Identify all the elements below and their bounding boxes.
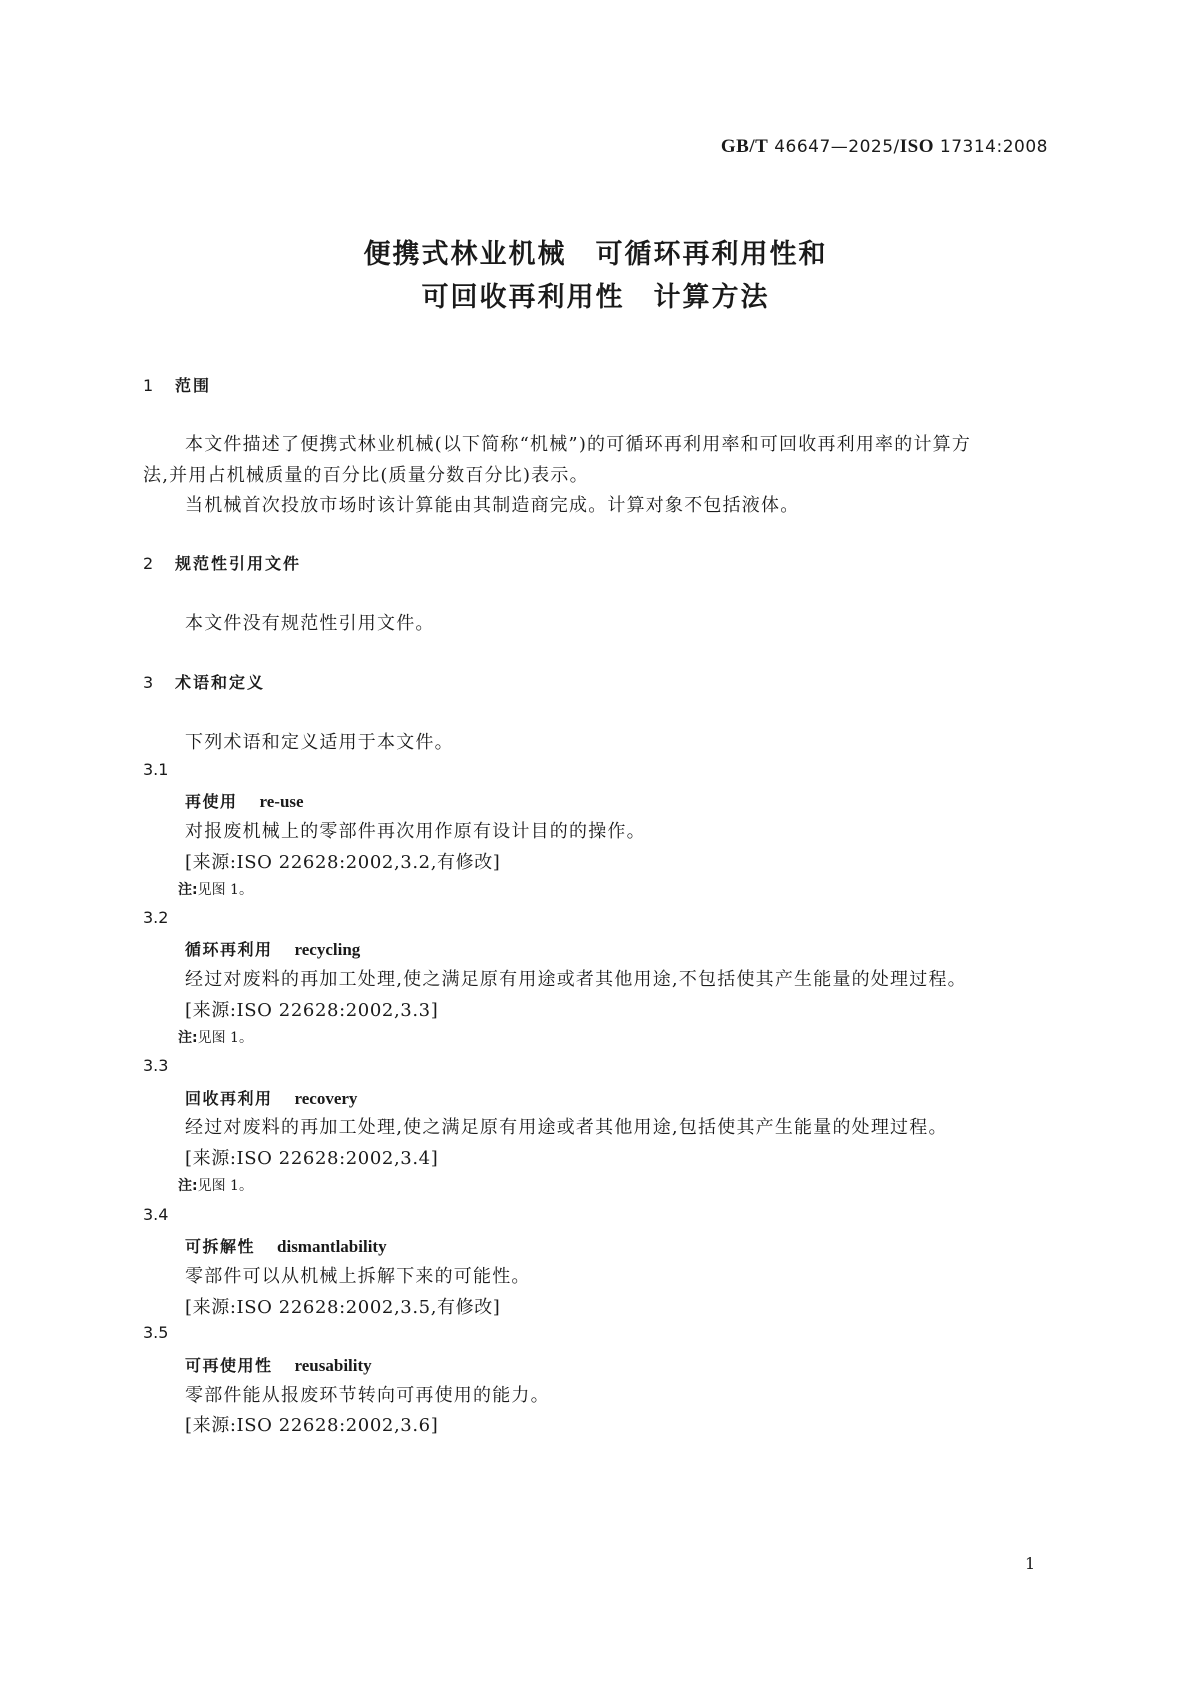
note-text: 见图 1。	[197, 1178, 253, 1194]
term-source: [来源:ISO 22628:2002,3.3]	[185, 1000, 439, 1021]
term-note	[178, 879, 253, 899]
section-1-paragraph-1b: 法,并用占机械质量的百分比(质量分数百分比)表示。	[143, 465, 589, 486]
term-heading	[185, 937, 360, 960]
page-number: 1	[1025, 1554, 1036, 1573]
term-note	[178, 1027, 253, 1047]
term-source: [来源:ISO 22628:2002,3.2,有修改]	[185, 852, 501, 873]
term-number: 3.5	[143, 1323, 169, 1342]
term-heading	[185, 789, 304, 812]
term-definition: 经过对废料的再加工处理,使之满足原有用途或者其他用途,不包括使其产生能量的处理过程。	[185, 969, 967, 990]
standard-code-prefix: GB/T	[720, 136, 769, 157]
document-title-line2: 可回收再利用性 计算方法	[421, 282, 770, 313]
section-1-paragraph-1a: 本文件描述了便携式林业机械(以下简称“机械”)的可循环再利用率和可回收再利用率的计算方	[185, 434, 972, 455]
term-definition: 经过对废料的再加工处理,使之满足原有用途或者其他用途,包括使其产生能量的处理过程。	[185, 1117, 948, 1138]
term-definition: 零部件可以从机械上拆解下来的可能性。	[185, 1266, 531, 1287]
document-title-line1: 便携式林业机械 可循环再利用性和	[363, 239, 828, 270]
term-number: 3.1	[143, 760, 169, 779]
section-1-paragraph-2: 当机械首次投放市场时该计算能由其制造商完成。计算对象不包括液体。	[185, 495, 800, 516]
term-source: [来源:ISO 22628:2002,3.6]	[185, 1415, 439, 1436]
term-zh: 可拆解性	[185, 1237, 256, 1256]
term-definition: 对报废机械上的零部件再次用作原有设计目的的操作。	[185, 821, 646, 842]
term-heading	[185, 1234, 387, 1257]
term-note	[178, 1175, 253, 1195]
note-label: 注:	[178, 1178, 198, 1194]
note-label: 注:	[178, 1030, 198, 1046]
section-number: 2	[143, 554, 156, 573]
term-definition: 零部件能从报废环节转向可再使用的能力。	[185, 1385, 550, 1406]
standard-code	[721, 136, 1048, 158]
section-3-heading	[143, 670, 265, 693]
section-title: 范围	[175, 376, 212, 395]
standard-code-number: 46647—2025/	[774, 137, 900, 157]
note-text: 见图 1。	[197, 882, 253, 898]
term-source: [来源:ISO 22628:2002,3.4]	[185, 1148, 439, 1169]
term-zh: 再使用	[185, 792, 238, 811]
section-title: 规范性引用文件	[175, 554, 302, 573]
standard-code-iso-number: 17314:2008	[939, 137, 1048, 157]
term-en: dismantlability	[277, 1237, 387, 1256]
section-title: 术语和定义	[175, 673, 266, 692]
term-heading	[185, 1086, 357, 1109]
standard-code-iso: ISO	[899, 136, 935, 157]
section-2-heading	[143, 551, 301, 574]
term-number: 3.3	[143, 1056, 169, 1075]
term-zh: 回收再利用	[185, 1089, 273, 1108]
term-source: [来源:ISO 22628:2002,3.5,有修改]	[185, 1297, 501, 1318]
term-en: reusability	[294, 1356, 372, 1375]
section-2-paragraph: 本文件没有规范性引用文件。	[185, 613, 435, 634]
section-number: 3	[143, 673, 156, 692]
section-3-intro: 下列术语和定义适用于本文件。	[185, 732, 454, 753]
note-text: 见图 1。	[197, 1030, 253, 1046]
note-label: 注:	[178, 882, 198, 898]
term-number: 3.4	[143, 1205, 169, 1224]
term-zh: 循环再利用	[185, 940, 273, 959]
term-zh: 可再使用性	[185, 1356, 273, 1375]
term-en: recovery	[294, 1089, 358, 1108]
term-heading	[185, 1353, 372, 1376]
term-en: recycling	[294, 940, 361, 959]
section-number: 1	[143, 376, 156, 395]
term-en: re-use	[259, 792, 304, 811]
section-1-heading	[143, 373, 211, 396]
term-number: 3.2	[143, 908, 169, 927]
